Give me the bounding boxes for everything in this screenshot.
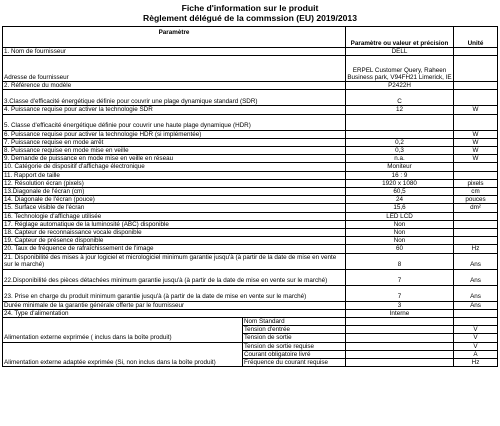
table-row [3, 130, 498, 138]
power-unit: V [454, 342, 498, 350]
row-parameter: 1. Nom de fournisseur [3, 48, 346, 56]
table-header-row [3, 27, 498, 48]
row-value: 16 : 9 [346, 171, 454, 179]
row-parameter: 2. Référence du modèle [3, 82, 346, 90]
row-parameter: 21. Disponibilité des mises à jour logiciel et micrologiciel minimum garantie jusqu'à (à partir de la date de mise en vente sur le marché) [3, 253, 346, 269]
power-subparameter: Fréquence du courant requise [243, 359, 346, 367]
row-parameter: 13.Diagonale de l'écran (cm) [3, 188, 346, 196]
row-unit: W [454, 130, 498, 138]
table-row [3, 179, 498, 187]
row-unit: Hz [454, 245, 498, 253]
row-value: 8 [346, 253, 454, 269]
power-supply-row [3, 318, 498, 326]
table-row [3, 237, 498, 245]
row-value [346, 114, 454, 130]
row-unit: W [454, 106, 498, 114]
row-parameter: 24. Type d'alimentation [3, 309, 346, 317]
row-unit: pixels [454, 179, 498, 187]
power-subparameter: Tension d'entrée [243, 326, 346, 334]
header-unite: Unité [454, 27, 498, 48]
row-value: Non [346, 237, 454, 245]
table-row [3, 82, 498, 90]
row-parameter: 6. Puissance requise pour activer la technologie HDR (si implémentée) [3, 130, 346, 138]
table-row [3, 147, 498, 155]
table-row [3, 188, 498, 196]
row-value: Non [346, 229, 454, 237]
sheet-title [0, 0, 500, 23]
table-row [3, 285, 498, 301]
table-row [3, 269, 498, 285]
power-unit [454, 318, 498, 326]
row-unit [454, 48, 498, 56]
table-row [3, 204, 498, 212]
row-parameter: 11. Rapport de taille [3, 171, 346, 179]
power-value [346, 318, 454, 326]
table-row [3, 171, 498, 179]
row-unit: W [454, 138, 498, 146]
table-row [3, 163, 498, 171]
row-value: Interne [346, 309, 454, 317]
table-row [3, 196, 498, 204]
power-subparameter: Courant obligatoire livré [243, 350, 346, 358]
title-line-2: Règlement délégué de la commssion (EU) 2019/2013 [143, 13, 357, 23]
row-parameter: 20. Taux de fréquence de rafraîchissement de l'image [3, 245, 346, 253]
row-value: 1920 x 1080 [346, 179, 454, 187]
power-value [346, 326, 454, 334]
row-unit: Ans [454, 269, 498, 285]
table-row [3, 56, 498, 82]
row-unit: W [454, 147, 498, 155]
row-value: 24 [346, 196, 454, 204]
table-row [3, 114, 498, 130]
row-unit [454, 229, 498, 237]
row-unit: Ans [454, 285, 498, 301]
ext-power-included-label: Alimentation externe exprimée ( inclus dans la boîte produit) [3, 318, 243, 343]
row-unit [454, 237, 498, 245]
row-value: 3 [346, 301, 454, 309]
header-parametre: Paramètre [3, 27, 346, 48]
row-unit [454, 114, 498, 130]
table-row [3, 309, 498, 317]
row-unit: cm [454, 188, 498, 196]
row-parameter: 8. Puissance requise en mode mise en veille [3, 147, 346, 155]
row-parameter: 19. Capteur de présence disponible [3, 237, 346, 245]
row-parameter: 17. Réglage automatique de la luminosité (ABC) disponible [3, 220, 346, 228]
power-value [346, 350, 454, 358]
row-unit [454, 309, 498, 317]
header-valeur: Paramètre ou valeur et précision [346, 27, 454, 48]
row-value: n.a. [346, 155, 454, 163]
row-unit [454, 163, 498, 171]
row-parameter: 18. Capteur de reconnaissance vocale disponible [3, 229, 346, 237]
row-value [346, 130, 454, 138]
row-value: 7 [346, 285, 454, 301]
table-row [3, 253, 498, 269]
row-unit [454, 171, 498, 179]
row-value: 7 [346, 269, 454, 285]
power-value [346, 359, 454, 367]
row-value: 60,5 [346, 188, 454, 196]
row-value: 0,3 [346, 147, 454, 155]
row-parameter: 5. Classe d'efficacité énergétique définie pour couvrir une haute plage dynamique (HDR) [3, 114, 346, 130]
power-subparameter: Nom Standard [243, 318, 346, 326]
row-parameter: 4. Puissance requise pour activer la technologie SDR [3, 106, 346, 114]
title-line-1: Fiche d'information sur le produit [181, 3, 319, 13]
row-parameter: 16. Technologie d'affichage utilisée [3, 212, 346, 220]
row-parameter: 12. Résolution écran (pixels) [3, 179, 346, 187]
row-value: LED LCD [346, 212, 454, 220]
row-value: 15,6 [346, 204, 454, 212]
row-unit: W [454, 155, 498, 163]
table-row [3, 138, 498, 146]
product-info-table [2, 26, 498, 367]
row-unit [454, 90, 498, 106]
row-value: ERPEL Customer Query, Raheen Business park, V94FH21 Limerick, IE [346, 56, 454, 82]
row-parameter: 3.Classe d'efficacité énergétique définie pour couvrir une plage dynamique standard (SDR) [3, 90, 346, 106]
row-unit: dm² [454, 204, 498, 212]
row-parameter: 14. Diagonale de l'écran (pouce) [3, 196, 346, 204]
row-unit [454, 212, 498, 220]
row-value: Non [346, 220, 454, 228]
row-unit [454, 220, 498, 228]
row-value: 60 [346, 245, 454, 253]
row-parameter: 15. Surface visible de l'écran [3, 204, 346, 212]
row-value: Moniteur [346, 163, 454, 171]
row-parameter: 10. Catégorie de dispositif d'affichage électronique [3, 163, 346, 171]
power-subparameter: Tension de sortie [243, 334, 346, 342]
table-row [3, 155, 498, 163]
power-supply-row [3, 342, 498, 350]
table-row [3, 48, 498, 56]
row-value: DELL [346, 48, 454, 56]
row-value: 0,2 [346, 138, 454, 146]
row-parameter: 9. Demande de puissance en mode mise en veille en réseau [3, 155, 346, 163]
table-row [3, 229, 498, 237]
power-subparameter: Tension de sortie requise [243, 342, 346, 350]
power-value [346, 342, 454, 350]
row-unit [454, 56, 498, 82]
table-row [3, 245, 498, 253]
table-row [3, 220, 498, 228]
row-parameter: Durée minimale de la garantie générale offerte par le fournisseur [3, 301, 346, 309]
row-parameter: 23. Prise en charge du produit minimum garantie jusqu'à (à partir de la date de mise en vente sur le marché) [3, 285, 346, 301]
row-unit: Ans [454, 253, 498, 269]
row-parameter: 22.Disponibilité des pièces détachées minimum garantie jusqu'à (à partir de la date de mise en vente sur le marché) [3, 269, 346, 285]
ext-power-adapted-label: Alimentation externe adaptée exprimée (Si, non inclus dans la boîte produit) [3, 342, 243, 367]
row-value: 12 [346, 106, 454, 114]
row-parameter: 7. Puissance requise en mode arrêt [3, 138, 346, 146]
power-unit: A [454, 350, 498, 358]
power-unit: V [454, 334, 498, 342]
table-row [3, 90, 498, 106]
table-row [3, 106, 498, 114]
table-row [3, 301, 498, 309]
row-value: P2422H [346, 82, 454, 90]
row-unit: Ans [454, 301, 498, 309]
row-unit: pouces [454, 196, 498, 204]
power-value [346, 334, 454, 342]
power-unit: Hz [454, 359, 498, 367]
table-row [3, 212, 498, 220]
row-parameter: Adresse de fournisseur [3, 56, 346, 82]
row-value: C [346, 90, 454, 106]
power-unit: V [454, 326, 498, 334]
row-unit [454, 82, 498, 90]
